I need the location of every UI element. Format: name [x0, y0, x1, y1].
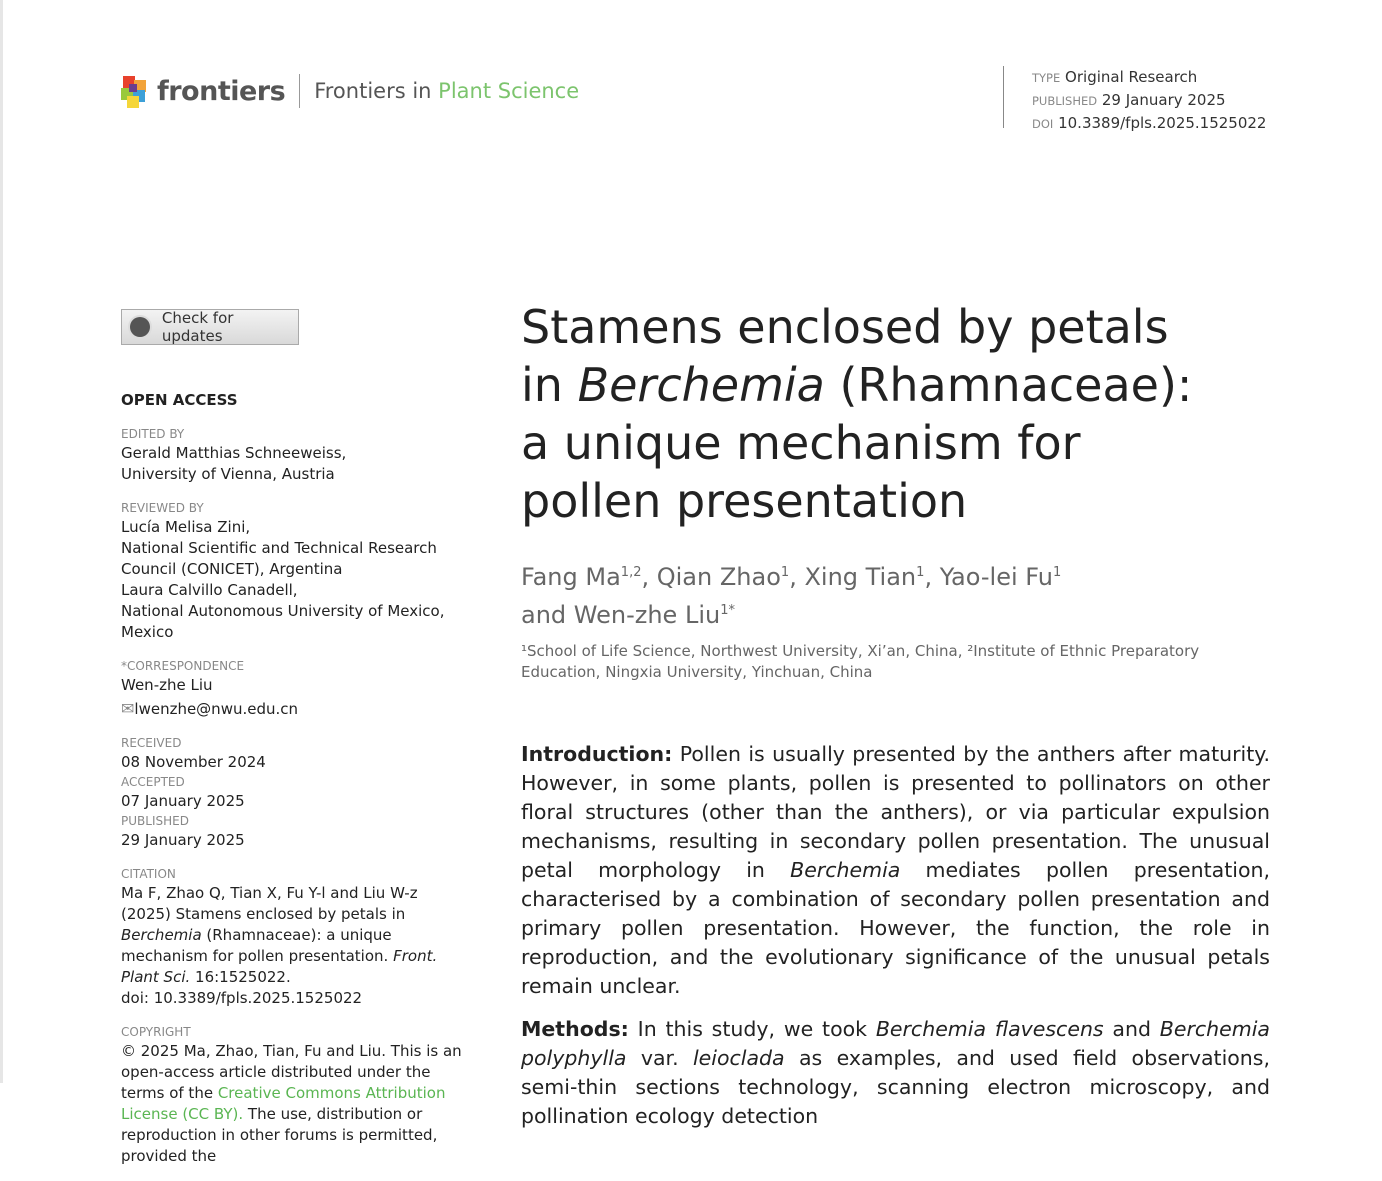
article-title: Stamens enclosed by petals in Berchemia (Rhamnaceae): a unique mechanism for pollen presentation [521, 300, 1193, 528]
bookmark-icon [128, 315, 152, 339]
citation: Ma F, Zhao Q, Tian X, Fu Y-l and Liu W-z (2025) Stamens enclosed by petals in Berchemia (Rhamnaceae): a unique mechanism for pollen presentation. Front. Plant Sci. 16:1525022. doi: 10.3389/fpls.2025.1525022 [121, 884, 438, 1007]
article-meta: TYPE Original Research PUBLISHED 29 January 2025 DOI 10.3389/fpls.2025.1525022 [1003, 66, 1266, 128]
affiliations: ¹School of Life Science, Northwest University, Xi’an, China, ²Institute of Ethnic Preparatory Education, Ningxia University, Yinchuan, China [521, 642, 1200, 681]
abstract: Introduction: Pollen is usually presented by the anthers after maturity. However, in some plants, pollen is presented to pollinators on other floral structures (other than the anthers), or via particular expulsion mechanisms, resulting in secondary pollen presentation. The unusual petal morphology in Berchemia mediates pollen presentation, characterised by a combination of secondary pollen presentation and primary pollen presentation. However, the function, the role in reproduction, and the evolutionary significance of the unusual petals remain unclear. Methods: In this study, we took Berchemia flavescens and Berchemia polyphylla var. leioclada as examples, and used field observations, semi-thin sections technology, scanning electron microscopy, and pollination ecology detection [521, 742, 1270, 1128]
check-for-updates-button[interactable]: Check for updates [121, 309, 299, 345]
brand-name: frontiers [157, 75, 286, 107]
journal-name: Frontiers in Plant Science [314, 79, 580, 103]
email-link[interactable]: lwenzhe@nwu.edu.cn [134, 700, 299, 718]
license-link[interactable]: Creative Commons Attribution License (CC BY). [121, 1084, 446, 1123]
divider [299, 74, 300, 108]
frontiers-logo[interactable] [121, 74, 579, 108]
doi-link[interactable]: 10.3389/fpls.2025.1525022 [1058, 114, 1267, 132]
frontiers-cube-icon [121, 74, 149, 108]
envelope-icon: ✉ [121, 699, 135, 718]
authors: Fang Ma$^{1,2}$, Qian Zhao$^1$, Xing Tian$^1$, Yao-lei Fu$^1$ and Wen-zhe Liu$^{1*}$ [521, 563, 1062, 629]
sidebar: OPEN ACCESS EDITED BY Gerald Matthias Schneeweiss, University of Vienna, Austria REVIEWED BY Lucía Melisa Zini, National Scientific and Technical Research Council (CONICET), Argentina Laura Calvillo Canadell, National Autonomous University of Mexico, Mexico *CORRESPONDENCE Wen-zhe Liu ✉lwenzhe@nwu.edu.cn RECEIVED 08 November 2024 ACCEPTED 07 January 2025 PUBLISHED 29 January 2025 CITATION Ma F, Zhao Q, Tian X, Fu Y-l and Liu W-z (2025) Stamens enclosed by petals in Berchemia (Rhamnaceae): a unique mechanism for pollen presentation. Front. Plant Sci. 16:1525022. doi: 10.3389/fpls.2025.1525022 COPYRIGHT © 2025 Ma, Zhao, Tian, Fu and Liu. This is an open-access article distributed under the terms of the Creative Commons Attribution License (CC BY). The use, distribution or reproduction in other forums is permitted, provided the [121, 390, 466, 1181]
